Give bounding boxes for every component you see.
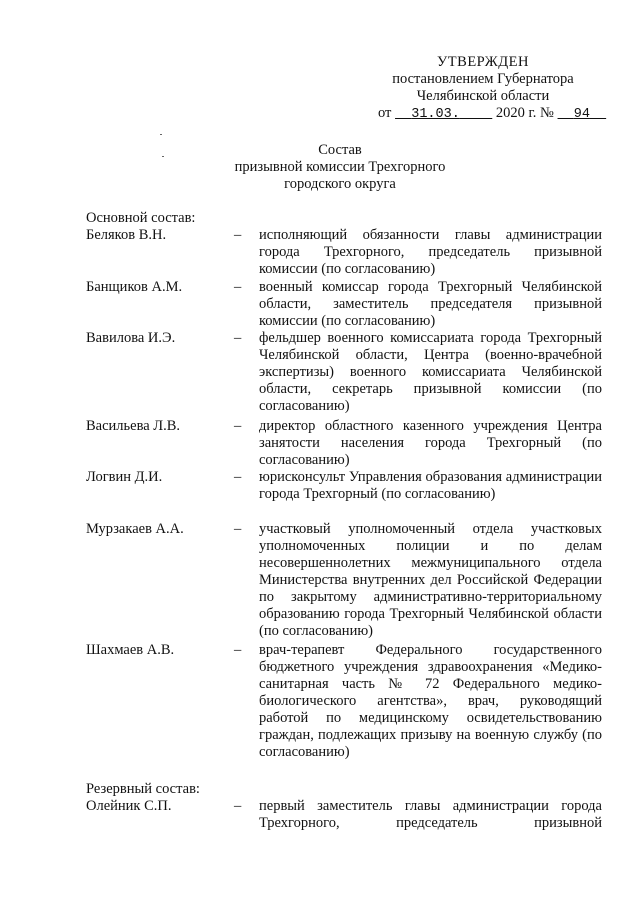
member-dash: – [234, 279, 242, 295]
member-dash: – [234, 330, 242, 346]
approval-stamp [378, 54, 588, 123]
year-text: 2020 г. № [495, 105, 554, 121]
member-dash: – [234, 642, 242, 658]
member-name: Шахмаев А.В. [86, 642, 175, 658]
member-description: директор областного казенного учреждения Центра занятости населения города Трехгорный (по согласованию) [259, 418, 602, 468]
member-dash: – [234, 469, 242, 485]
member-dash: – [234, 521, 242, 537]
reserve-section-label: Резервный состав: [86, 781, 200, 797]
member-name: Мурзакаев А.А. [86, 521, 184, 537]
document-title [200, 142, 480, 193]
approval-line-2: Челябинской области [416, 88, 550, 104]
date-prefix: от [378, 105, 392, 121]
member-description: исполняющий обязанности главы администрации города Трехгорного, председатель призывной комиссии (по согласованию) [259, 227, 602, 277]
scan-speck [162, 156, 164, 157]
member-description: врач-терапевт Федерального государственного бюджетного учреждения здравоохранения «Медико-санитарная часть № 72 Федерального медико-биологического агентства», врач, руководящий работой по медицинскому освидетельствованию граждан, подлежащих призыву на военную службу (по согласованию) [259, 642, 602, 760]
member-name: Васильева Л.В. [86, 418, 181, 434]
member-dash: – [234, 418, 242, 434]
date-value: 31.03. [411, 107, 460, 122]
member-description: первый заместитель главы администрации города Трехгорного, председатель призывной [259, 798, 602, 831]
member-description: военный комиссар города Трехгорный Челябинской области, заместитель председателя призывной комиссии (по согласованию) [259, 279, 602, 329]
member-name: Вавилова И.Э. [86, 330, 176, 346]
approval-line-1: постановлением Губернатора [392, 71, 574, 87]
number-value: 94 [573, 107, 590, 122]
member-description: юрисконсульт Управления образования администрации города Трехгорный (по согласованию) [259, 469, 602, 502]
main-section-label: Основной состав: [86, 210, 196, 226]
title-line-3: городского округа [284, 176, 396, 192]
member-name: Логвин Д.И. [86, 469, 163, 485]
approval-date-line [378, 105, 588, 123]
member-name: Олейник С.П. [86, 798, 172, 814]
member-description: фельдшер военного комиссариата города Трехгорный Челябинской области, Центра (военно-врачебной экспертизы) военного комиссариата Челябинской области, секретарь призывной комиссии (по согласованию) [259, 330, 602, 414]
member-dash: – [234, 798, 242, 814]
member-name: Беляков В.Н. [86, 227, 167, 243]
member-dash: – [234, 227, 242, 243]
member-description: участковый уполномоченный отдела участковых уполномоченных полиции и по делам несовершеннолетних межмуниципального отдела Министерства внутренних дел Российской Федерации по закрытому административно-территориальному образованию города Трехгорный Челябинской области (по согласованию) [259, 521, 602, 639]
member-name: Банщиков А.М. [86, 279, 183, 295]
title-line-2: призывной комиссии Трехгорного [234, 159, 446, 175]
approval-title: УТВЕРЖДЕН [437, 54, 529, 70]
title-line-1: Состав [318, 142, 362, 158]
scan-speck [160, 134, 162, 135]
